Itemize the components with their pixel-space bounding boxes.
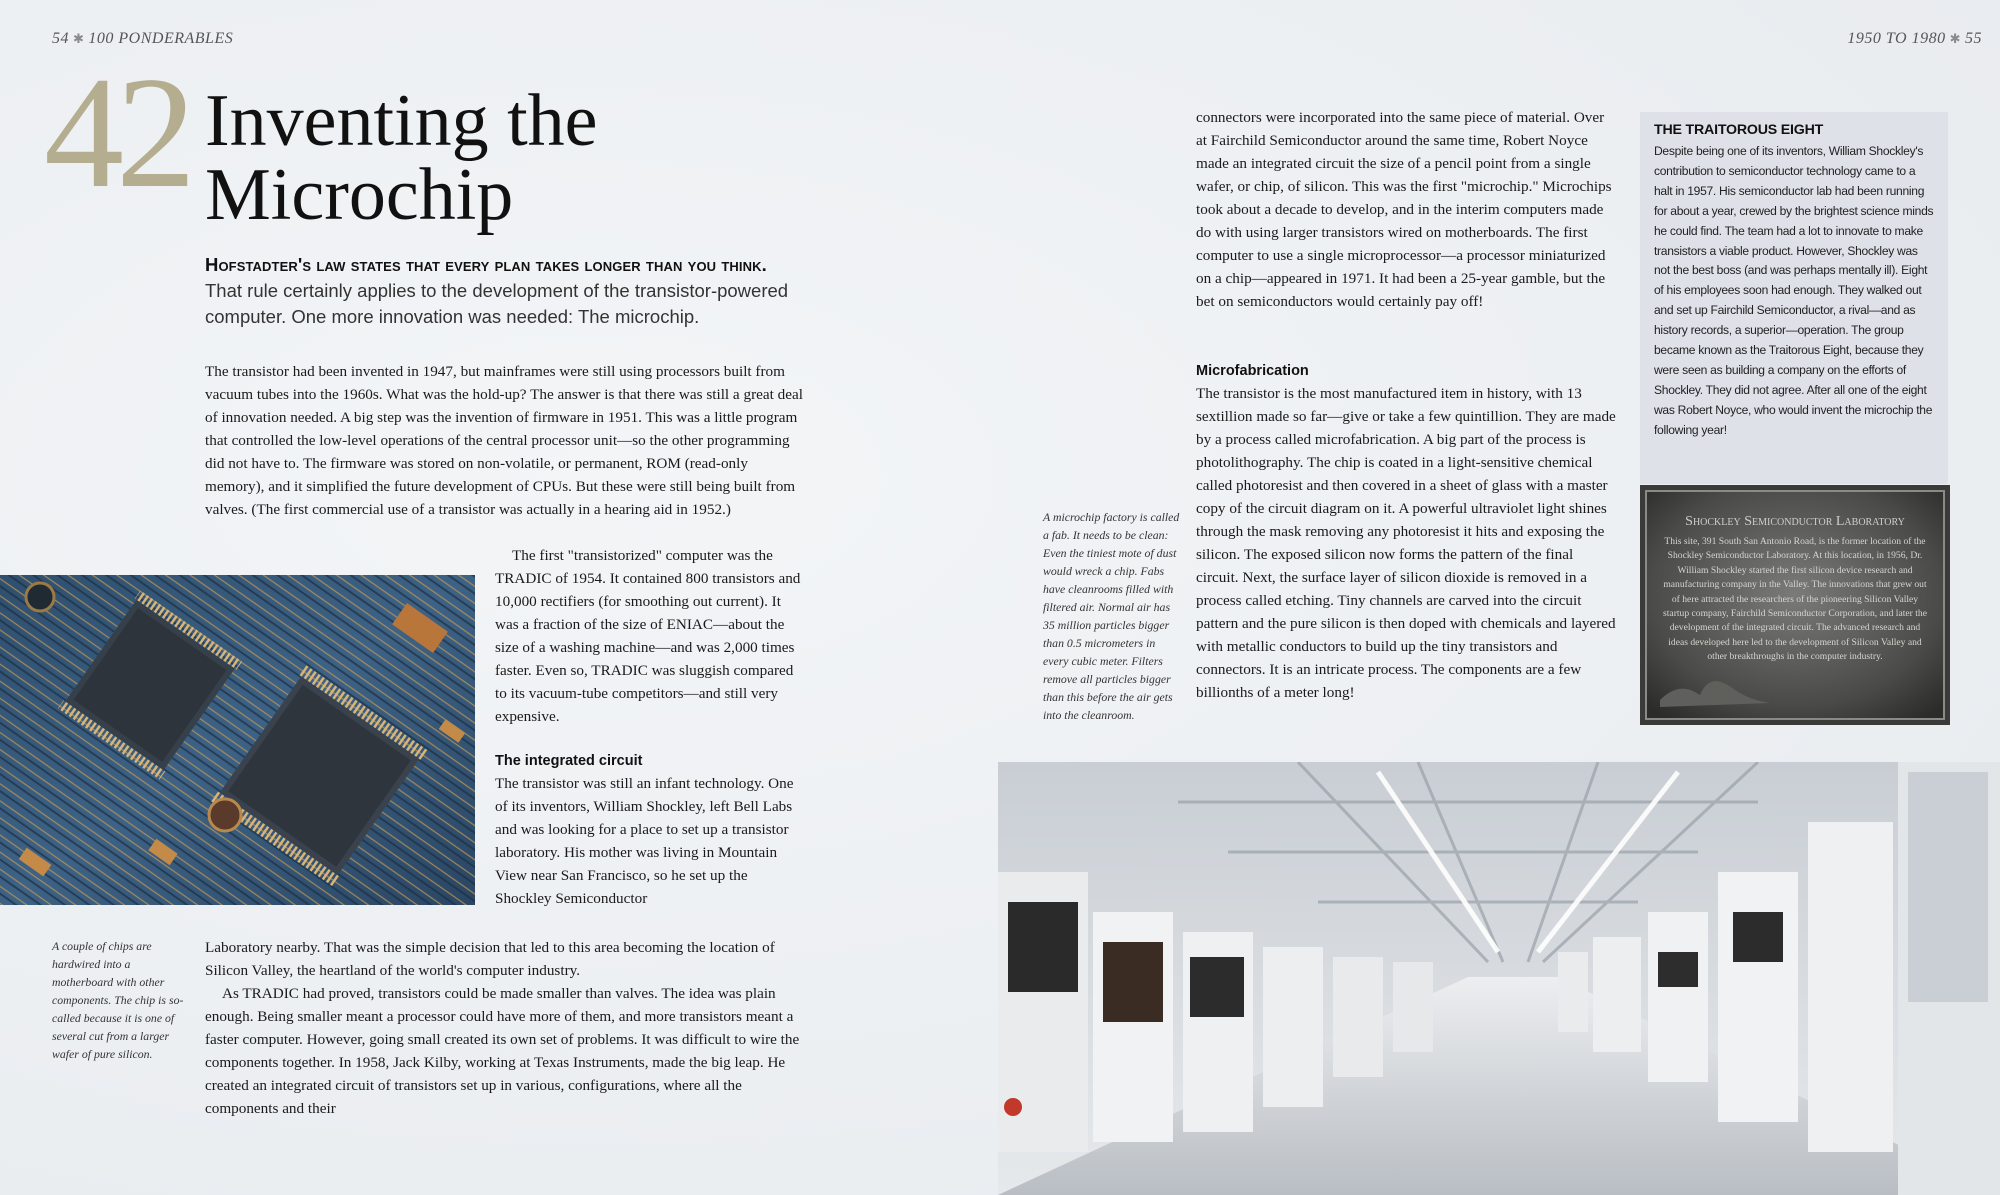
shockley-plaque-photo [1640,485,1950,725]
motherboard-chips-photo [0,575,475,905]
caption-fab: A microchip factory is called a fab. It needs to be clean: Even the tiniest mote of dust would wreck a chip. Fabs have cleanrooms filled with filtered air. Normal air has 35 million particles bigger than 0.5 micrometers in every cubic meter. Filters remove all particles bigger than this before the air gets into the cleanroom. [1043,510,1180,722]
left-page-number: 54 [52,30,69,47]
caption-motherboard: A couple of chips are hardwired into a motherboard with other components. The chip is so-called because it is one of several cut from a larger wafer of pure silicon. [52,939,184,1061]
sidebar-text: Despite being one of its inventors, William Shockley's contribution to semiconductor technology came to a halt in 1957. His semiconductor lab had been running for about a year, crewed by the brightest science minds he could find. The team had a lot to innovate to make transistors a viable product. However, Shockley was not the best boss (and was perhaps mentally ill). Eight of his employees soon had enough. They walked out and set up Fairchild Semiconductor, a rival—and as history records, a superior—operation. The group became known as the Traitorous Eight, because they were seen as building a company on the efforts of Shockley. They did not agree. After all one of the eight was Robert Noyce, who would invent the microchip the following year! [1654,144,1934,437]
intro-lead: Hofstadter's law states that every plan takes longer than you think. [205,254,767,275]
chapter-title-line2: Microchip [205,154,514,236]
body-paragraph-1: The transistor had been invented in 1947, but mainframes were still using processors built from vacuum tubes into the 1960s. What was the hold-up? The answer is that there was still a great deal of innovation needed. A big step was the invention of firmware in 1951. This was a little program that controlled the low-level operations of the central processor unit—so the other programming did not have to. The firmware was stored on non-volatile, or permanent, ROM (read-only memory), and it simplified the future development of CPUs. But these were still being built from valves. (The first commercial use of a transistor was actually in a hearing aid in 1952.) [205,363,803,518]
chapter-title [205,80,765,236]
left-book-title: 100 PONDERABLES [88,30,234,47]
intro-paragraph [205,252,805,330]
sidebar-traitorous-eight [1640,112,1948,484]
body-column-top [205,360,805,521]
body-paragraph-4: As TRADIC had proved, transistors could be made smaller than valves. The idea was plain enough. Being smaller meant a processor could have more of them, and more transistors meant a faster computer. However, going small created its own set of problems. It was difficult to wire the components together. In 1958, Jack Kilby, working at Texas Instruments, made the big leap. He created an integrated circuit of transistors set up in various, configurations, where all the components and their [205,985,800,1117]
right-section-title: 1950 TO 1980 [1847,30,1946,47]
body-column-right-middle [1196,360,1616,704]
body-paragraph-5: connectors were incorporated into the same piece of material. Over at Fairchild Semiconductor around the same time, Robert Noyce made an integrated circuit the size of a pencil point from a single wafer, or chip, of silicon. This was the first "microchip." Microchips took about a decade to develop, and in the interim computers made do with using larger transistors wired on motherboards. The first computer to use a single microprocessor—a processor miniaturized on a chip—appeared in 1971. It had been a 25-year gamble, but the bet on semiconductors would certainly pay off! [1196,109,1612,310]
star-separator-icon: ✱ [73,31,85,46]
body-paragraph-2: The first "transistorized" computer was the TRADIC of 1954. It contained 800 transistors and 10,000 rectifiers (for smoothing out current). It was a fraction of the size of ENIAC—about the size of a washing machine—and was 2,000 times faster. Even so, TRADIC was sluggish compared to its vacuum-tube competitors—and still very expensive. [495,547,801,725]
subhead-integrated-circuit: The integrated circuit [495,753,643,769]
body-paragraph-6: The transistor is the most manufactured item in history, with 13 sextillion made so far—give or take a few quintillion. They are made by a process called microfabrication. A big part of the process is photolithography. The chip is coated in a light-sensitive chemical called photoresist and then covered in a sheet of glass with a master copy of the circuit diagram on it. A powerful ultraviolet light shines through the mask removing any photoresist it hits and exposing the silicon. The exposed silicon now forms the pattern of the final circuit. Next, the surface layer of silicon dioxide is removed in a process called etching. Tiny channels are carved into the circuit pattern and the pure silicon is then doped with chemicals and layered with metallic conductors to build up the tiny transistors and connectors. It is an intricate process. The components are a few billionths of a meter long! [1196,385,1616,701]
body-paragraph-3-continued: Laboratory nearby. That was the simple decision that led to this area becoming the location of Silicon Valley, the heartland of the world's computer industry. [205,939,775,979]
subhead-microfabrication: Microfabrication [1196,363,1309,379]
star-separator-icon: ✱ [1949,31,1961,46]
chapter-title-line1: Inventing the [205,80,598,162]
intro-text: That rule certainly applies to the development of the transistor-powered computer. One more innovation was needed: The microchip. [205,280,789,327]
body-paragraph-3: The transistor was still an infant technology. One of its inventors, William Shockley, left Bell Labs and was looking for a place to set up a transistor laboratory. His mother was living in Mountain View near San Francisco, so he set up the Shockley Semiconductor [495,775,794,907]
body-column-narrow [495,544,805,910]
cleanroom-fab-photo [998,762,2000,1195]
sidebar-title: THE TRAITOROUS EIGHT [1654,122,1824,138]
chapter-number: 42 [44,43,188,221]
right-page-number: 55 [1965,30,1982,47]
body-column-bottom [205,936,805,1120]
plaque-text: This site, 391 South San Antonio Road, is the former location of the Shockley Semiconductor Laboratory. At this location, in 1956, Dr. William Shockley started the first silicon device research and manufacturing company in the Valley. The innovations that grew out of here attracted the researchers of the pioneering Silicon Valley startup company, Fairchild Semiconductor Corporation, and later the development of the integrated circuit. The advanced research and ideas developed here led to the development of Silicon Valley and other breakthroughs in the computer industry. [1663,536,1927,663]
right-page-header [1847,30,1982,48]
plaque-title: Shockley Semiconductor Laboratory [1685,514,1905,529]
emergency-stop-icon [1004,1098,1022,1116]
body-column-right-top [1196,106,1616,313]
